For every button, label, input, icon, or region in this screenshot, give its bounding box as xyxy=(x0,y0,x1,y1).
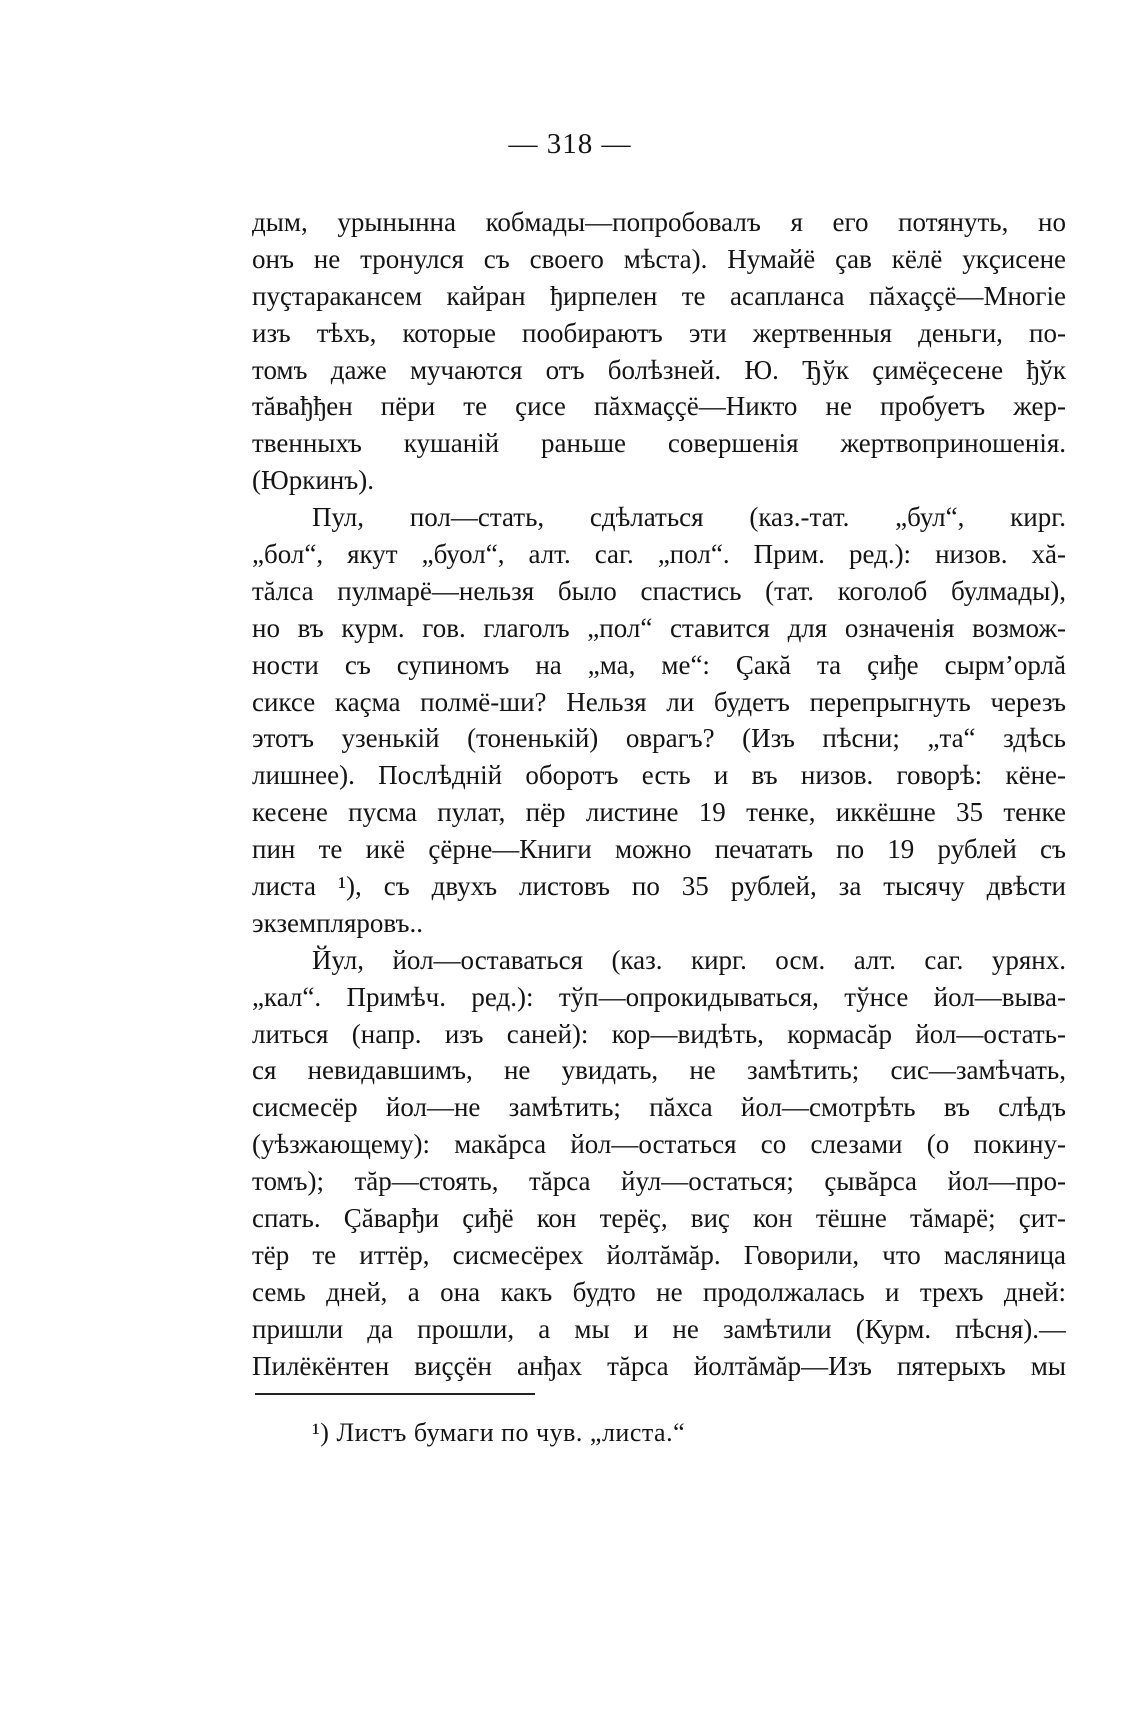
text-line: „бол“, якут „буол“, алт. саг. „пол“. Прим. ред.): низов. хă- xyxy=(252,539,1066,570)
text-line: Йул, йол—оставаться (каз. кирг. осм. алт. саг. урянх. xyxy=(312,944,1066,975)
text-line: пин те икё çёрне—Книги можно печатать по 19 рублей съ xyxy=(252,834,1066,865)
text-line: (уѣзжающему): макăрса йол—остаться со слезами (о покину- xyxy=(252,1129,1066,1160)
text-line: тăвађђен пёри те çисе пăхмаççё—Никто не пробуетъ жер- xyxy=(252,391,1066,422)
text-line: тăлса пулмарё—нельзя было спастись (тат. коголоб булмады), xyxy=(252,575,1066,606)
text-line: спать. Çăварђи çиђё кон терёç, виç кон тёшне тăмарё; çит- xyxy=(252,1203,1066,1234)
text-line: томъ); тăр—стоять, тăрса йул—остаться; çывăрса йол—про- xyxy=(252,1166,1066,1197)
text-line: пуçтаракансем кайран ђирпелен те асапланса пăхаççё—Многіе xyxy=(252,280,1066,311)
text-line: листа ¹), съ двухъ листовъ по 35 рублей, за тысячу двѣсти xyxy=(252,871,1066,902)
text-line: Пилёкёнтен виççён анђах тăрса йолтăмăр—Изъ пятерыхъ мы xyxy=(252,1350,1066,1381)
text-line: этотъ узенькій (тоненькій) оврагъ? (Изъ пѣсни; „та“ здѣсь xyxy=(252,723,1066,754)
text-line: кесене пусма пулат, пёр листине 19 тенке, иккёшне 35 тенке xyxy=(252,797,1066,828)
text-line: „кал“. Примѣч. ред.): тўп—опрокидываться, тўнсе йол—выва- xyxy=(252,981,1066,1012)
text-line: изъ тѣхъ, которые пообираютъ эти жертвенныя деньги, по- xyxy=(252,317,1066,348)
text-line: лишнее). Послѣдній оборотъ есть и въ низов. говорѣ: кёне- xyxy=(252,760,1066,791)
body-text xyxy=(252,204,1066,1385)
text-line: литься (напр. изъ саней): кор—видѣть, кормасăр йол—остать- xyxy=(252,1018,1066,1049)
text-line: ности съ супиномъ на „ма, ме“: Çакă та çиђе сырм’орлă xyxy=(252,649,1066,680)
text-line: ся невидавшимъ, не увидать, не замѣтить; сис—замѣчать, xyxy=(252,1055,1066,1086)
text-line: экземпляровъ.. xyxy=(252,907,423,938)
text-line: семь дней, а она какъ будто не продолжалась и трехъ дней: xyxy=(252,1276,1066,1307)
text-line: тёр те иттёр, сисмесёрех йолтăмăр. Говорили, что масляница xyxy=(252,1239,1066,1270)
text-line: сиксе каçма полмё-ши? Нельзя ли будетъ перепрыгнуть черезъ xyxy=(252,686,1066,717)
page-number: — 318 — xyxy=(508,128,632,160)
text-line: Пул, пол—стать, сдѣлаться (каз.-тат. „бул“, кирг. xyxy=(312,502,1066,533)
text-line: дым, урынынна кобмады—попробовалъ я его потянуть, но xyxy=(252,207,1066,237)
text-line: томъ даже мучаются отъ болѣзней. Ю. Ђўк çимёçесене ђўк xyxy=(252,354,1066,385)
text-line: твенныхъ кушаній раньше совершенія жертвоприношенія. xyxy=(252,428,1066,459)
text-line: онъ не тронулся съ своего мѣста). Нумайё çав кёлё укçисене xyxy=(252,243,1066,274)
footnote: ¹) Листъ бумаги по чув. „листа.“ xyxy=(312,1418,686,1447)
footnote-divider xyxy=(255,1393,535,1395)
text-line: сисмесёр йол—не замѣтить; пăхса йол—смотрѣть въ слѣдъ xyxy=(252,1092,1066,1123)
text-line: пришли да прошли, а мы и не замѣтили (Курм. пѣсня).— xyxy=(252,1313,1066,1344)
text-line: но въ курм. гов. глаголъ „пол“ ставится для означенія возмож- xyxy=(252,612,1066,643)
text-line: (Юркинъ). xyxy=(252,465,374,496)
